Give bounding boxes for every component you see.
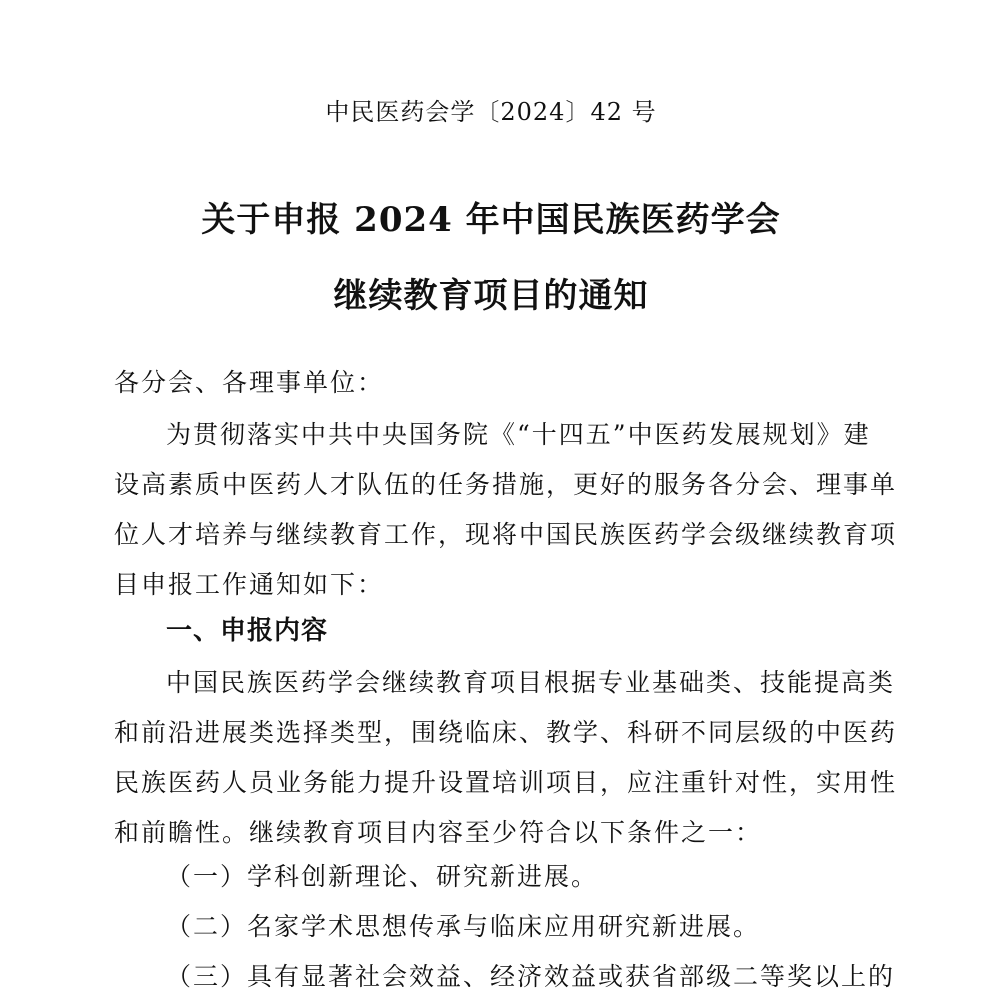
paragraph-2-line: 和前瞻性。继续教育项目内容至少符合以下条件之一： (114, 818, 763, 847)
document-number: 中民医药会学〔2024〕42 号 (325, 98, 657, 126)
paragraph-1 (114, 410, 898, 610)
title-line-1: 关于申报 2024 年中国民族医药学会 (201, 200, 781, 240)
paragraph-1-line: 位人才培养与继续教育工作，现将中国民族医药学会级继续教育项 (114, 520, 898, 549)
paragraph-1-line: 目申报工作通知如下： (114, 570, 385, 599)
paragraph-2-line: 中国民族医药学会继续教育项目根据专业基础类、技能提高类 (166, 668, 896, 697)
paragraph-2-line: 民族医药人员业务能力提升设置培训项目，应注重针对性，实用性 (114, 768, 898, 797)
paragraph-1-line: 为贯彻落实中共中央国务院《“十四五”中医药发展规划》建 (166, 420, 871, 449)
list-item: （一）学科创新理论、研究新进展。 (166, 862, 599, 891)
paragraph-2-line: 和前沿进展类选择类型，围绕临床、教学、科研不同层级的中医药 (114, 718, 898, 747)
condition-list (166, 856, 895, 1006)
section-heading: 一、申报内容 (166, 616, 329, 646)
title-line-2: 继续教育项目的通知 (333, 276, 649, 316)
paragraph-2 (114, 658, 898, 858)
list-item: （二）名家学术思想传承与临床应用研究新进展。 (166, 912, 761, 941)
paragraph-1-line: 设高素质中医药人才队伍的任务措施，更好的服务各分会、理事单 (114, 470, 898, 499)
list-item: （三）具有显著社会效益、经济效益或获省部级二等奖以上的 (166, 962, 896, 991)
salutation: 各分会、各理事单位： (114, 368, 385, 397)
